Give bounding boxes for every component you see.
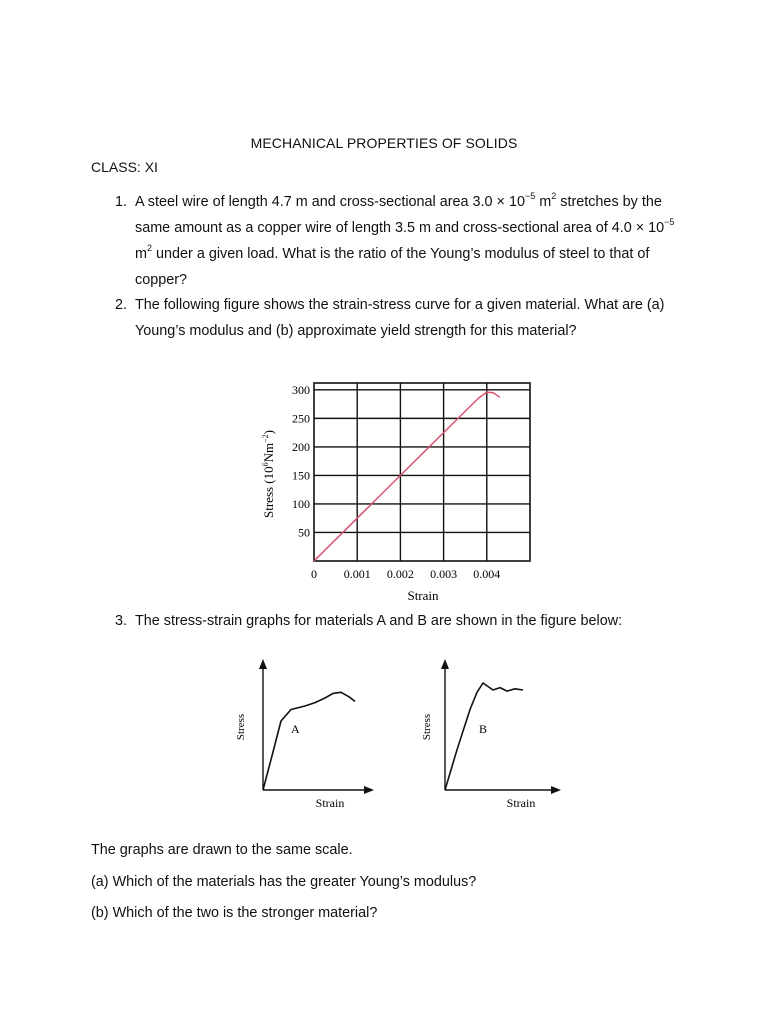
chart-series xyxy=(445,683,523,790)
class-label: CLASS: XI xyxy=(91,159,158,175)
question-text: The following figure shows the strain-stress curve for a given material. What are (a) Young’s modulus and (b) approximate yield strength for this material? xyxy=(135,297,665,339)
y-tick-label: 100 xyxy=(292,496,310,511)
x-tick-label: 0.004 xyxy=(473,567,501,581)
question-number: 1. xyxy=(115,194,128,210)
followup-question-b: (b) Which of the two is the stronger material? xyxy=(91,905,378,921)
document-title: MECHANICAL PROPERTIES OF SOLIDS xyxy=(250,135,518,151)
stress-strain-curve xyxy=(314,392,500,561)
y-tick-label: 250 xyxy=(292,411,310,426)
axes xyxy=(259,659,374,794)
x-axis-label: Strain xyxy=(315,796,345,810)
followup-question-a: (a) Which of the materials has the greater Young’s modulus? xyxy=(91,874,477,890)
y-tick-label: 200 xyxy=(292,439,310,454)
material-a-chart xyxy=(228,655,388,815)
x-tick-label: 0.003 xyxy=(430,567,458,581)
question-2 xyxy=(115,292,685,344)
y-axis-label: Stress xyxy=(235,713,247,741)
y-axis-label: Stress xyxy=(421,713,433,741)
stress-strain-chart xyxy=(250,378,550,608)
curve-label: B xyxy=(479,722,488,736)
question-text: The stress-strain graphs for materials A and B are shown in the figure below: xyxy=(135,613,623,629)
x-axis-arrow xyxy=(364,786,374,794)
y-tick-label: 300 xyxy=(292,382,310,397)
x-tick-label: 0.001 xyxy=(343,567,371,581)
chart-series xyxy=(314,392,500,561)
x-axis-arrow xyxy=(551,786,561,794)
y-axis-arrow xyxy=(259,659,267,669)
y-tick-labels xyxy=(292,383,310,540)
material-b-chart xyxy=(415,655,575,815)
y-tick-label: 150 xyxy=(292,468,310,483)
material-curve xyxy=(263,692,355,790)
question-1 xyxy=(115,189,685,293)
y-tick-label: 50 xyxy=(298,525,310,540)
x-tick-label: 0.002 xyxy=(386,567,414,581)
question-number: 2. xyxy=(115,297,128,313)
x-tick-label: 0 xyxy=(311,567,317,581)
axes xyxy=(441,659,561,794)
question-number: 3. xyxy=(115,613,128,629)
curve-label: A xyxy=(291,722,300,736)
x-tick-labels xyxy=(311,567,500,581)
x-axis-label: Strain xyxy=(506,796,536,810)
y-axis-label: Stress $(10^6Nm^{-2})$ xyxy=(261,430,276,518)
chart-grid xyxy=(314,383,530,561)
y-axis-arrow xyxy=(441,659,449,669)
question-3 xyxy=(115,608,685,634)
chart-series xyxy=(263,692,355,790)
x-axis-label: Strain xyxy=(407,588,439,603)
plot-frame xyxy=(314,383,530,561)
question-text: A steel wire of length 4.7 m and cross-sectional area $3.0 \times 10^{-5}$ $m^2$ stretches by the same amount as a copper wire of length 3.5 m and cross-sectional area of $4.0 \times 10^{-5}$ $m^2$ under a given load. What is the ratio of the Young’s modulus of steel to that of copper? xyxy=(135,191,675,288)
note-text: The graphs are drawn to the same scale. xyxy=(91,842,353,858)
material-curve xyxy=(445,683,523,790)
